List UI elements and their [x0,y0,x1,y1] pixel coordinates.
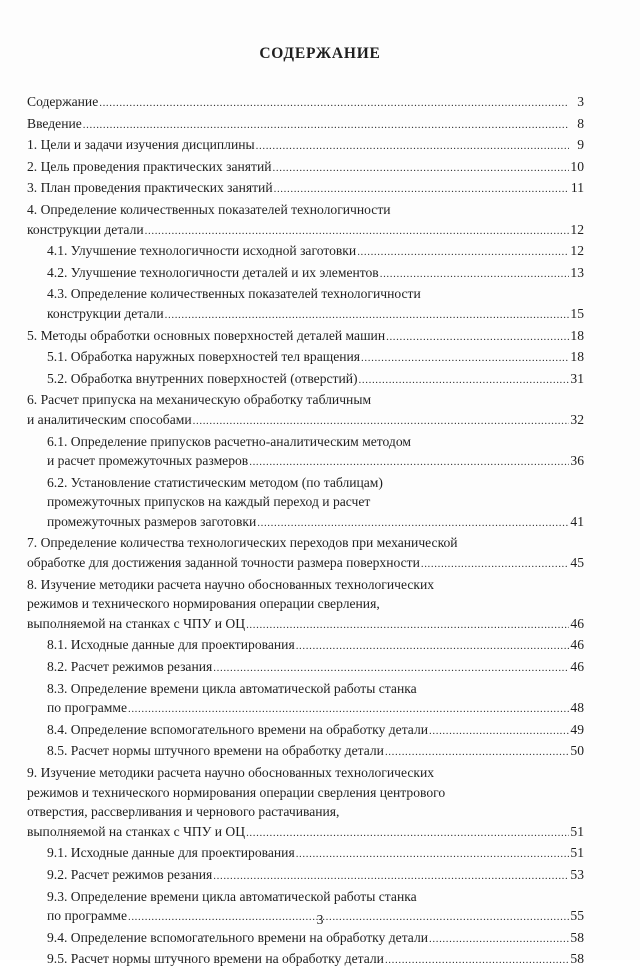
toc-entry-row [27,114,584,136]
toc-entry-row [27,220,584,242]
toc-entry-title: 3. План проведения практических занятий [27,180,273,196]
toc-entry-title: 9.5. Расчет нормы штучного времени на обработку детали [47,951,384,967]
toc-entry [27,843,584,865]
toc-entry-row [27,92,584,114]
toc-entry-page: 48 [570,700,584,716]
dot-leader [296,843,569,865]
toc-entry-title: 8.4. Определение вспомогательного времени на обработку детали [47,721,429,737]
toc-entry [27,390,584,431]
dot-leader [83,114,569,136]
toc-entry-title: 2. Цель проведения практических занятий [27,158,272,174]
toc-entry-title: конструкции детали [47,305,164,321]
dot-leader [249,451,569,473]
toc-entry-row [47,949,584,971]
toc-entry-title: по программе [47,700,127,716]
toc-entry-row [47,512,584,534]
dot-leader [273,157,569,179]
toc-entry-row [47,865,584,887]
toc-entry-row [27,553,584,575]
toc-entry-page: 10 [570,158,584,174]
toc-entry-title: 9.2. Расчет режимов резания [47,866,213,882]
toc-entry [27,178,584,200]
dot-leader [246,614,569,636]
table-of-contents [27,92,584,971]
toc-entry-row [47,304,584,326]
dot-leader [193,410,569,432]
dot-leader [359,369,569,391]
toc-entry-page: 18 [570,349,584,365]
toc-entry-title: Введение [27,115,82,131]
toc-entry [27,347,584,369]
dot-leader [99,92,569,114]
dot-leader [128,698,569,720]
dot-leader [213,657,569,679]
toc-entry-row [27,326,584,348]
toc-entry-page: 46 [570,659,584,675]
dot-leader [145,220,569,242]
dot-leader [257,512,569,534]
toc-entry [27,200,584,241]
toc-entry [27,432,584,473]
toc-entry [27,763,584,843]
toc-entry-row [27,410,584,432]
toc-entry-row [47,843,584,865]
toc-entry-row [47,720,584,742]
dot-leader [361,347,569,369]
toc-entry-page: 3 [577,94,584,109]
toc-entry-page: 11 [570,180,584,196]
page-title: СОДЕРЖАНИЕ [259,45,381,62]
toc-entry [27,241,584,263]
toc-entry-title: 9.1. Исходные данные для проектирования [47,845,295,861]
toc-entry-title: 5.1. Обработка наружных поверхностей тел вращения [47,349,361,365]
toc-entry-page: 49 [570,721,584,737]
toc-entry-line: 8.3. Определение времени цикла автоматической работы станка [47,680,417,696]
toc-entry [27,657,584,679]
toc-entry-row [27,157,584,179]
toc-entry-row [27,178,584,200]
toc-entry-title: выполняемой на станках с ЧПУ и ОЦ [27,823,246,839]
toc-entry-page: 51 [570,823,584,839]
dot-leader [380,263,569,285]
toc-entry-line: 6. Расчет припуска на механическую обработку табличным [27,392,372,408]
toc-entry [27,326,584,348]
dot-leader [296,635,569,657]
dot-leader [274,178,569,200]
toc-entry [27,865,584,887]
dot-leader [165,304,569,326]
toc-entry-title: 8.5. Расчет нормы штучного времени на обработку детали [47,743,384,759]
toc-entry-row [47,369,584,391]
dot-leader [386,326,569,348]
dot-leader [385,949,569,971]
toc-entry-row [47,698,584,720]
toc-entry [27,741,584,763]
toc-entry-page: 13 [570,264,584,280]
dot-leader [256,135,569,157]
dot-leader [429,720,569,742]
toc-entry-title: 4.1. Улучшение технологичности исходной заготовки [47,243,357,259]
toc-entry-row [47,635,584,657]
toc-entry-title: обработке для достижения заданной точности размера поверхности [27,555,420,571]
page-number: 3 [316,912,324,927]
toc-entry [27,473,584,534]
toc-entry-title: выполняемой на станках с ЧПУ и ОЦ [27,615,246,631]
toc-entry-line: 4. Определение количественных показателей технологичности [27,201,391,217]
toc-entry [27,533,584,574]
toc-entry-line: 8. Изучение методики расчета научно обоснованных технологических [27,576,435,592]
toc-entry-line: промежуточных припусков на каждый переход и расчет [47,494,371,510]
toc-entry-page: 45 [570,555,584,571]
toc-entry [27,949,584,971]
toc-entry [27,157,584,179]
toc-entry-page: 58 [570,951,584,967]
dot-leader [246,822,569,844]
toc-entry-title: 8.2. Расчет режимов резания [47,659,213,675]
toc-entry [27,679,584,720]
toc-entry-title: конструкции детали [27,221,144,237]
toc-entry-title: промежуточных размеров заготовки [47,513,257,529]
dot-leader [385,741,569,763]
toc-entry-page: 31 [570,370,584,386]
toc-entry-title: по программе [47,908,127,924]
toc-entry-page: 55 [570,908,584,924]
toc-entry-row [47,451,584,473]
toc-entry-line: 6.1. Определение припусков расчетно-аналитическим методом [47,433,411,449]
toc-entry-page: 46 [570,615,584,631]
toc-entry [27,92,584,114]
toc-entry-page: 15 [570,305,584,321]
toc-entry-page: 46 [570,637,584,653]
toc-entry-line: 9. Изучение методики расчета научно обоснованных технологических [27,765,435,780]
toc-entry-page: 12 [570,221,584,237]
toc-entry-page: 58 [570,929,584,945]
toc-entry-page: 18 [570,327,584,343]
toc-entry [27,575,584,636]
toc-entry-page: 53 [570,866,584,882]
toc-entry-row [47,657,584,679]
toc-entry-page: 12 [570,243,584,259]
toc-entry [27,135,584,157]
dot-leader [357,241,569,263]
toc-entry-title: 5. Методы обработки основных поверхностей деталей машин [27,327,386,343]
toc-entry [27,928,584,950]
toc-entry-title: 8.1. Исходные данные для проектирования [47,637,295,653]
toc-entry-title: 1. Цели и задачи изучения дисциплины [27,137,255,153]
toc-entry-row [47,741,584,763]
toc-entry [27,635,584,657]
toc-entry-page: 36 [570,453,584,469]
toc-entry-title: и аналитическим способами [27,411,192,427]
toc-entry-page: 50 [570,743,584,759]
toc-entry-line: 6.2. Установление статистическим методом (по таблицам) [47,474,383,490]
toc-entry-page: 8 [577,115,584,131]
toc-entry-row [47,263,584,285]
toc-entry [27,263,584,285]
toc-entry-row [27,822,584,844]
toc-entry-page: 51 [570,845,584,861]
toc-entry-line: режимов и технического нормирования операции сверления центрового [27,784,446,800]
toc-entry [27,284,584,325]
toc-entry-row [27,614,584,636]
dot-leader [213,865,569,887]
toc-entry [27,369,584,391]
toc-entry-page: 9 [577,137,584,153]
toc-entry-line: отверстия, рассверливания и чернового растачивания, [27,804,340,820]
toc-entry-row [27,135,584,157]
toc-entry-title: 5.2. Обработка внутренних поверхностей (отверстий) [47,370,358,386]
toc-entry-title: Содержание [27,94,99,109]
toc-entry-row [47,928,584,950]
toc-entry [27,720,584,742]
toc-entry-page: 32 [570,411,584,427]
toc-entry-line: 7. Определение количества технологических переходов при механической [27,535,458,551]
toc-entry [27,114,584,136]
toc-entry-line: 9.3. Определение времени цикла автоматической работы станка [47,888,417,904]
toc-entry-line: режимов и технического нормирования операции сверления, [27,596,380,612]
toc-entry-title: 4.2. Улучшение технологичности деталей и их элементов [47,264,379,280]
toc-entry-line: 4.3. Определение количественных показателей технологичности [47,286,421,302]
toc-entry-row [47,241,584,263]
dot-leader [429,928,569,950]
toc-entry-page: 41 [570,513,584,529]
toc-entry-title: 9.4. Определение вспомогательного времени на обработку детали [47,929,429,945]
toc-entry-row [47,347,584,369]
dot-leader [421,553,569,575]
toc-entry-title: и расчет промежуточных размеров [47,453,249,469]
